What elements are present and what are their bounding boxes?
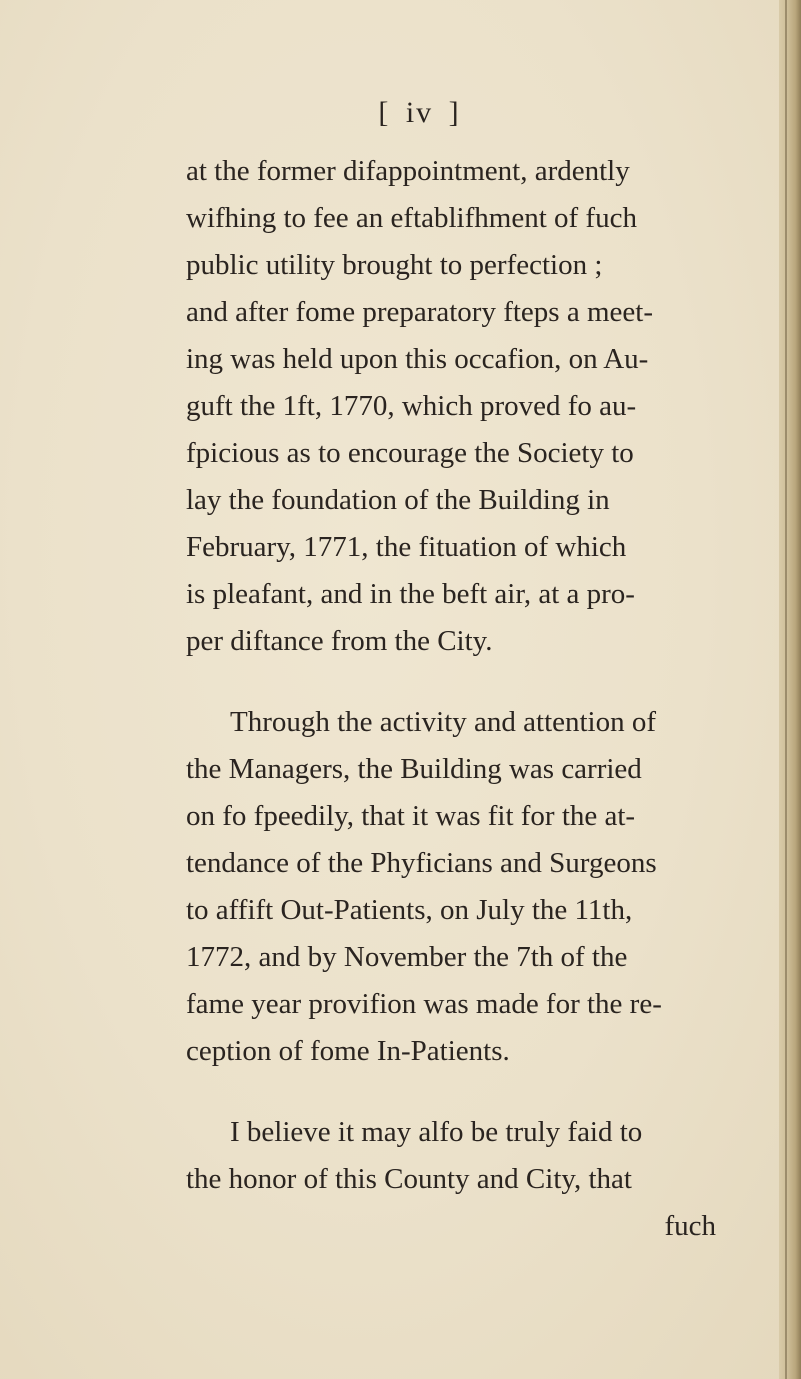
paragraph-3 (186, 1109, 716, 1250)
text-line: ing was held upon this occafion, on Au- (186, 343, 649, 375)
text-line: wifhing to fee an eftablifhment of fuch (186, 202, 637, 234)
text-line: 1772, and by November the 7th of the (186, 941, 628, 973)
text-line: fame year provifion was made for the re- (186, 988, 662, 1020)
text-line: fpicious as to encourage the Society to (186, 437, 634, 469)
text-line: on fo fpeedily, that it was fit for the at- (186, 800, 636, 832)
text-line: per diftance from the City. (186, 625, 493, 657)
text-line: the Managers, the Building was carried (186, 753, 642, 785)
text-line: lay the foundation of the Building in (186, 484, 610, 516)
page-number: [ iv ] (378, 96, 461, 129)
text-line: February, 1771, the fituation of which (186, 531, 627, 563)
paragraph-gap (186, 1075, 716, 1109)
text-line: and after fome preparatory fteps a meet- (186, 296, 653, 328)
text-line: Through the activity and attention of (230, 706, 657, 738)
body-text (186, 148, 716, 1250)
page-edge (779, 0, 801, 1379)
paragraph-gap (186, 665, 716, 699)
paragraph-2 (186, 699, 716, 1075)
text-line: I believe it may alfo be truly faid to (230, 1116, 643, 1148)
text-line: guft the 1ft, 1770, which proved fo au- (186, 390, 637, 422)
text-line: tendance of the Phyficians and Surgeons (186, 847, 657, 879)
text-line: is pleafant, and in the beft air, at a pro- (186, 578, 635, 610)
text-line: ception of fome In-Patients. (186, 1035, 510, 1067)
text-line: at the former difappointment, ardently (186, 155, 630, 187)
paragraph-1 (186, 148, 716, 665)
text-line: to affift Out-Patients, on July the 11th, (186, 894, 633, 926)
text-line: public utility brought to perfection ; (186, 249, 603, 281)
catchword: fuch (664, 1210, 716, 1242)
text-line: the honor of this County and City, that (186, 1163, 632, 1195)
